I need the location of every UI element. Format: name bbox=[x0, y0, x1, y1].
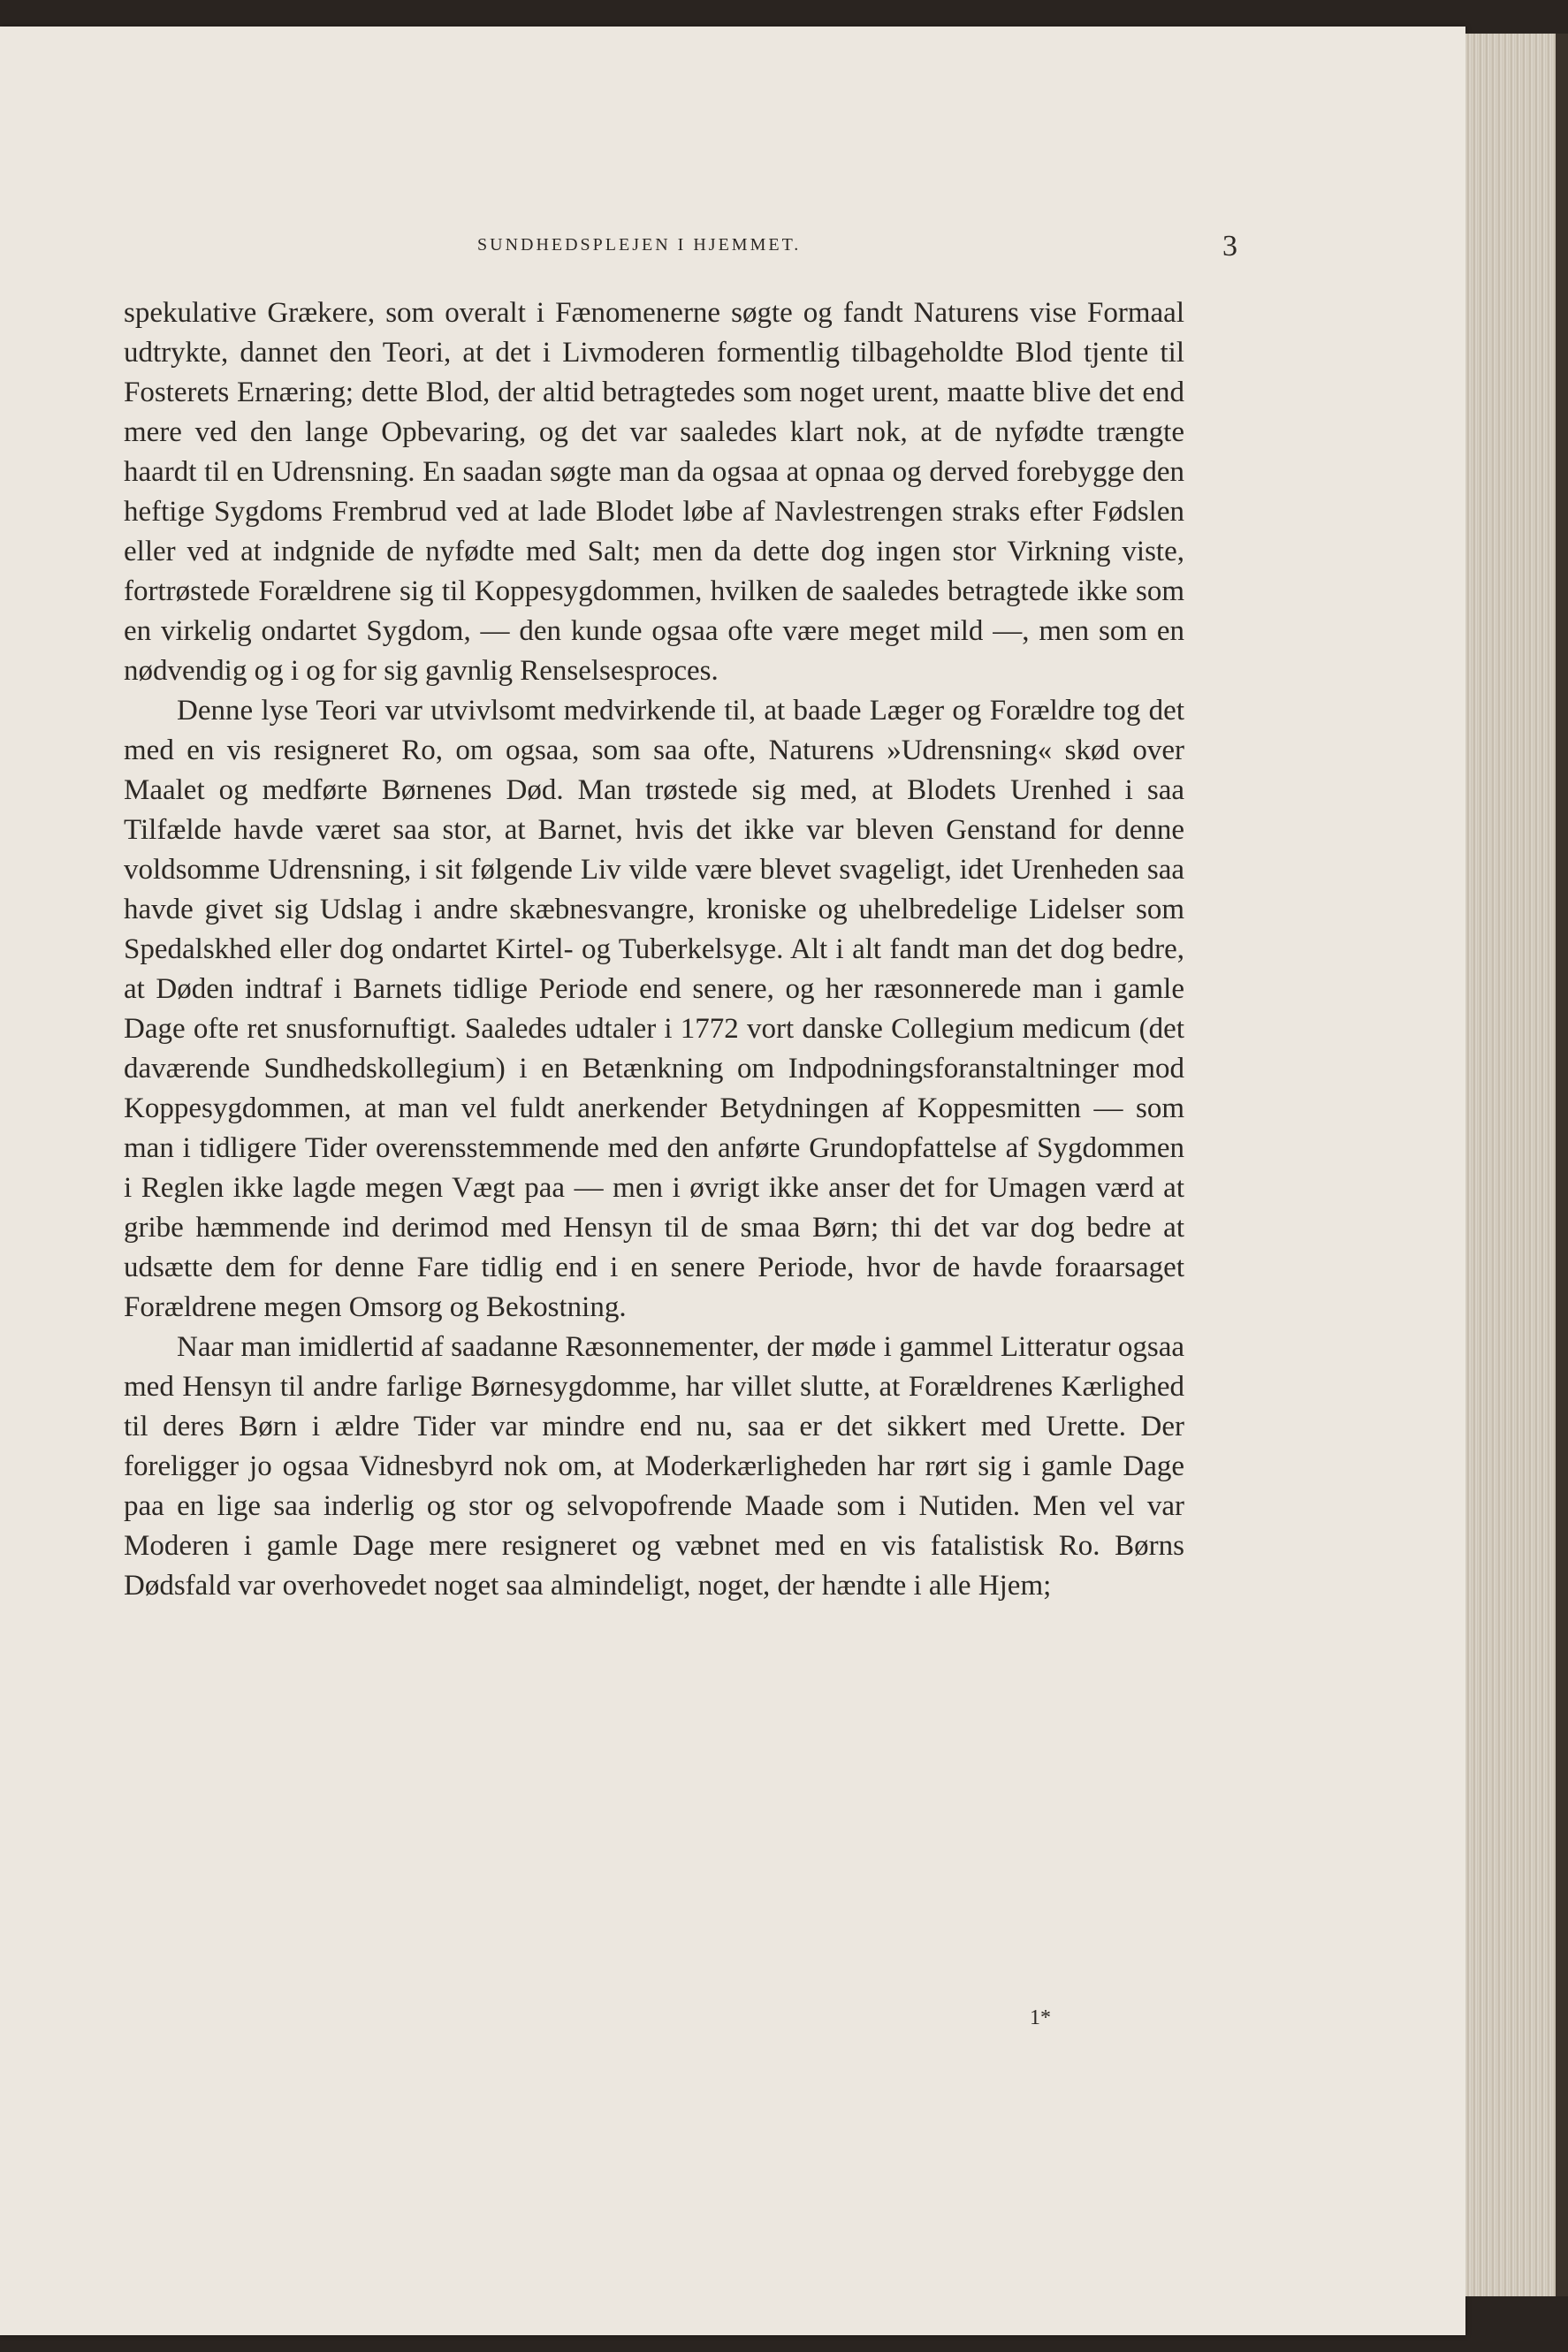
paragraph-1: spekulative Grækere, som overalt i Fænomenerne søgte og fandt Naturens vise Formaal udtrykte, dannet den Teori, at det i Livmoderen formentlig tilbageholdte Blod tjente til Fosterets Ernæring; dette Blod, der altid betragtedes som noget urent, maatte blive det end mere ved den lange Opbevaring, og det var saaledes klart nok, at de nyfødte trængte haardt til en Udrensning. En saadan søgte man da ogsaa at opnaa og derved forebygge den heftige Sygdoms Frembrud ved at lade Blodet løbe af Navlestrengen straks efter Fødslen eller ved at indgnide de nyfødte med Salt; men da dette dog ingen stor Virkning viste, fortrøstede Forældrene sig til Koppesygdommen, hvilken de saaledes betragtede ikke som en virkelig ondartet Sygdom, — den kunde ogsaa ofte være meget mild —, men som en nødvendig og i og for sig gavnlig Renselsesproces. bbox=[124, 297, 1184, 687]
paragraph-2: Denne lyse Teori var utvivlsomt medvirkende til, at baade Læger og Forældre tog det med en vis resigneret Ro, om ogsaa, som saa ofte, Naturens »Udrensning« skød over Maalet og medførte Børnenes Død. Man trøstede sig med, at Blodets Urenhed i saa Tilfælde havde været saa stor, at Barnet, hvis det ikke var bleven Genstand for denne voldsomme Udrensning, i sit følgende Liv vilde være blevet svageligt, idet Urenheden saa havde givet sig Udslag i andre skæbnesvangre, kroniske og uhelbredelige Lidelser som Spedalskhed eller dog ondartet Kirtel- og Tuberkelsyge. Alt i alt fandt man det dog bedre, at Døden indtraf i Barnets tidlige Periode end senere, og her ræsonnerede man i gamle Dage ofte ret snusfornuftigt. Saaledes udtaler i 1772 vort danske Collegium medicum (det daværende Sundhedskollegium) i en Betænkning om Indpodningsforanstaltninger mod Koppesygdommen, at man vel fuldt anerkender Betydningen af Koppesmitten — som man i tidligere Tider overensstemmende med den anførte Grundopfattelse af Sygdommen i Reglen ikke lagde megen Vægt paa — men i øvrigt ikke anser det for Umagen værd at gribe hæmmende ind derimod med Hensyn til de smaa Børn; thi det var dog bedre at udsætte dem for denne Fare tidlig end i en senere Periode, hvor de havde foraarsaget Forældrene megen Omsorg og Bekostning. bbox=[124, 695, 1184, 1323]
book-spine-shadow bbox=[1556, 34, 1568, 2296]
running-title: SUNDHEDSPLEJEN I HJEMMET. bbox=[477, 235, 802, 255]
paragraph-3: Naar man imidlertid af saadanne Ræsonnementer, der møde i gammel Litteratur ogsaa med Hensyn til andre farlige Børnesygdomme, har villet slutte, at Forældrenes Kærlighed til deres Børn i ældre Tider var mindre end nu, saa er det sikkert med Urette. Der foreligger jo ogsaa Vidnesbyrd nok om, at Moderkærligheden har rørt sig i gamle Dage paa en lige saa inderlig og stor og selvopofrende Maade som i Nutiden. Men vel var Moderen i gamle Dage mere resigneret og væbnet med en vis fatalistisk Ro. Børns Dødsfald var overhovedet noget saa almindeligt, noget, der hændte i alle Hjem; bbox=[124, 1331, 1184, 1602]
page-number: 3 bbox=[1222, 230, 1237, 263]
signature-mark: 1* bbox=[1030, 2006, 1051, 2029]
book-page-edges bbox=[1465, 34, 1568, 2296]
body-text bbox=[124, 293, 1184, 1606]
page-header bbox=[177, 230, 1237, 265]
